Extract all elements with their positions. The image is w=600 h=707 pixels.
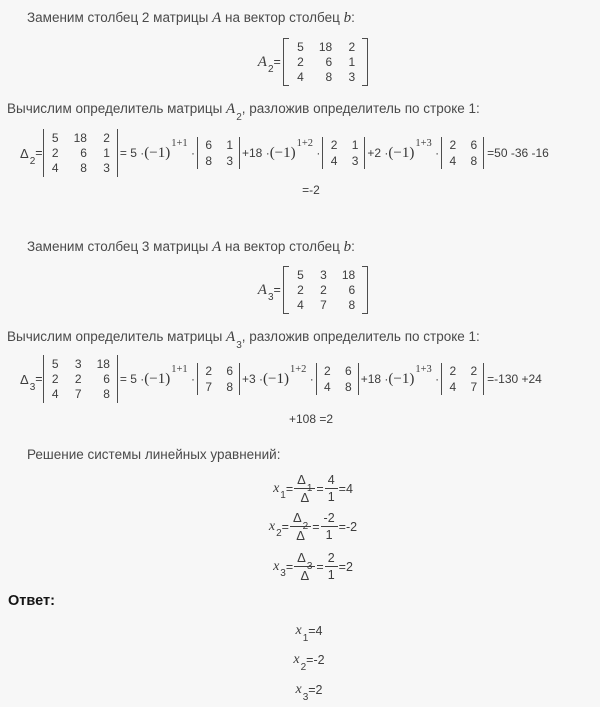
x-subscript: 1 [280,490,286,501]
delta-icon: Δ [297,472,306,487]
det-cell: 4 [324,380,331,394]
step2-intro-mid: на вектор столбец [221,10,344,25]
equals-sign: = [281,519,289,534]
expansion-term [242,363,359,395]
x3-symbol [295,682,309,703]
step3-expand-paragraph [0,328,600,351]
multiply-dot: · [313,146,321,160]
matrix-a3-ref [226,329,242,351]
det-cell: 1 [351,138,359,152]
matrix-a3-grid [289,266,362,314]
x-subscript: 3 [302,691,309,703]
minus-one-base: (−1) [144,144,171,161]
multiply-dot: · [431,146,440,160]
expansion-term [242,137,365,169]
fraction-numerator [294,550,315,572]
det-cell: 2 [449,138,457,152]
matrix-cell: 4 [297,70,304,84]
delta-fraction [294,550,315,583]
term-coefficient: +18 · [242,146,270,160]
equation-result: =2 [338,559,353,574]
matrix-a2-bracketed [283,38,368,86]
matrix-a3-bracketed [283,266,368,314]
x-subscript: 3 [280,568,286,579]
matrix-cell: 2 [297,283,304,297]
matrix-a3-symbol [257,281,274,303]
expansion-term [120,137,240,169]
minor-determinant [441,363,484,395]
term-coefficient: +3 · [242,372,264,386]
fraction-numerator: 4 [327,473,335,487]
answer-value: =2 [308,683,323,697]
matrix-cell: 18 [341,268,356,282]
step2-intro-post: : [351,10,355,25]
det3-final-value: +108 =2 [288,412,334,426]
matrix-a2-subscript: 2 [267,64,274,75]
matrix-cell: 5 [297,268,304,282]
det2-final-result [0,183,600,197]
det-cell: 6 [226,364,233,378]
det-cell: 2 [205,364,212,378]
minor-determinant [197,137,240,169]
det-cell: 8 [80,161,87,175]
det-cell: 5 [51,357,59,371]
fraction-denominator [290,526,311,543]
det2-matrix [43,129,118,177]
power-exponent: 1+3 [415,137,432,149]
expansion-term [361,363,484,395]
equation-result: =4 [338,481,353,496]
det3-matrix [43,355,118,403]
delta-icon: Δ [300,568,310,583]
det-cell: 4 [51,161,59,175]
equals-sign: = [316,481,324,496]
delta2-subscript: 2 [29,156,36,167]
delta2-label [20,145,43,167]
x1-symbol [273,480,286,501]
step3-expand-pre: Вычислим определитель матрицы [7,329,227,344]
det-cell: 2 [74,372,82,386]
answer-x3 [0,682,600,703]
matrix-a2-symbol [257,53,274,75]
det-cell: 8 [103,387,110,401]
x-variable: x [293,652,300,667]
det-cell: 6 [470,138,478,152]
matrix-a3-var: A [226,329,236,345]
term-coefficient: = 5 · [119,372,145,386]
minus-one-base: (−1) [388,144,415,161]
delta3-label [20,371,43,393]
minus-one-power [388,137,432,162]
matrix-cell: 4 [297,298,304,312]
step3-intro-post: : [351,239,355,254]
answer-heading: Ответ: [8,593,55,609]
term-coefficient: = 5 · [119,146,145,160]
det2-final-value: =-2 [302,183,320,197]
minus-one-power [144,137,188,162]
delta-icon: Δ [20,145,29,161]
det-cell: 6 [205,138,212,152]
matrix-a2-var: A [257,53,267,70]
det-cell: 2 [470,364,478,378]
fraction-numerator [294,472,315,494]
minor-grid [198,363,239,395]
det-cell: 18 [73,131,87,145]
matrix-cell: 18 [318,40,333,54]
delta-fraction [290,510,311,543]
solution-eq-x3 [0,550,600,583]
minor-grid [442,363,483,395]
det-cell: 8 [470,154,478,168]
x2-symbol [268,518,282,539]
det2-expansion-row [0,129,600,177]
minor-determinant [441,137,484,169]
answer-value: =-2 [306,653,325,667]
vector-b-variable: b [343,10,352,26]
det-cell: 7 [74,387,82,401]
matrix-cell: 8 [325,70,333,84]
solution-eq-x2 [0,510,600,543]
matrix-cell: 2 [348,40,356,54]
matrix-cell: 3 [320,268,327,282]
det-cell: 2 [324,364,331,378]
delta-icon: Δ [20,371,29,387]
x-variable: x [273,480,280,496]
det-cell: 4 [51,387,59,401]
det-cell: 2 [330,138,338,152]
fraction-denominator [294,488,315,505]
right-bracket [362,266,368,314]
solution-eq-x1 [0,472,600,505]
minus-one-power [388,363,432,388]
det-cell: 3 [351,154,359,168]
term-coefficient: +2 · [367,146,389,160]
minus-one-base: (−1) [263,370,289,387]
fraction-denominator [294,566,315,583]
matrix-cell: 6 [325,55,333,69]
det-cell: 7 [205,380,212,394]
fraction-denominator: 1 [325,566,338,582]
number-fraction [325,473,338,504]
delta-icon: Δ [300,490,310,505]
expansion-term [120,363,240,395]
number-fraction [325,551,338,582]
step3-intro-paragraph [0,238,600,256]
det-cell: 18 [96,357,110,371]
minor-grid [198,137,239,169]
matrix-cell: 2 [320,283,327,297]
matrix-a2-var: A [226,101,236,117]
matrix-a3-label [257,281,281,303]
det-cell: 2 [449,364,457,378]
minor-determinant [322,137,365,169]
minus-one-power [269,137,314,162]
det3-final-result [0,412,600,426]
step2-expand-post: , разложив определитель по строке 1: [241,101,480,116]
matrix-a3-equation [0,266,600,314]
det-cell: 1 [103,146,110,160]
matrix-cell: 1 [348,55,356,69]
answer-value: =4 [308,624,323,638]
minor-determinant [316,363,359,395]
minor-grid [442,137,483,169]
power-exponent: 1+2 [296,137,314,149]
minus-one-base: (−1) [144,370,171,387]
matrix-a3-subscript: 3 [236,339,242,351]
delta-icon: Δ [292,510,302,525]
det-cell: 6 [80,146,87,160]
det-cell: 5 [51,131,59,145]
det-cell: 8 [226,380,233,394]
step3-expand-post: , разложив определитель по строке 1: [241,329,480,344]
det-cell: 7 [470,380,478,394]
power-exponent: 1+2 [289,363,307,375]
det-cell: 2 [51,372,59,386]
multiply-dot: · [187,372,195,386]
delta3-symbol [20,371,36,393]
det-cell: 3 [103,161,110,175]
fraction-numerator [290,510,311,532]
matrix-a2-ref [226,101,242,123]
solution-heading: Решение системы линейных уравнений: [27,447,281,462]
delta-icon: Δ [297,550,306,565]
step3-intro-pre: Заменим столбец 3 матрицы [27,239,213,254]
x-variable: x [273,558,280,574]
matrix-a2-subscript: 2 [236,111,242,123]
power-exponent: 1+3 [415,363,432,375]
equals-sign: = [35,372,43,386]
matrix-cell: 6 [348,283,356,297]
fraction-numerator: 2 [327,551,335,565]
x-subscript: 1 [302,632,309,644]
matrix-a-variable: A [212,10,222,26]
det3-grid [44,355,117,403]
equation-result: =-2 [338,519,358,534]
minus-one-power [144,363,188,388]
minor-grid [323,137,364,169]
right-bracket [362,38,368,86]
x-subscript: 2 [276,528,282,539]
delta-icon: Δ [296,528,305,543]
fraction-denominator: 1 [321,526,338,542]
matrix-a-variable: A [212,239,222,255]
equals-sign: = [312,519,320,534]
minus-one-base: (−1) [269,144,296,161]
det-cell: 6 [103,372,110,386]
matrix-cell: 3 [348,70,356,84]
equals-sign: = [273,55,281,69]
answer-x1 [0,623,600,644]
x-variable: x [295,682,302,697]
matrix-a2-equation [0,38,600,86]
minor-determinant [197,363,240,395]
step2-intro-paragraph [0,0,600,27]
step2-expand-pre: Вычислим определитель матрицы [7,101,227,116]
matrix-cell: 5 [297,40,304,54]
number-fraction [321,511,338,542]
det2-grid [44,129,117,177]
matrix-a2-label [257,53,281,75]
delta3-subscript: 3 [29,382,36,393]
step3-intro-mid: на вектор столбец [221,239,344,254]
x3-symbol [273,558,286,579]
delta-subscript: 2 [302,520,309,532]
fraction-denominator: 1 [325,488,338,504]
det3-expansion-row [0,355,600,403]
x-subscript: 2 [300,661,307,673]
det-cell: 3 [74,357,82,371]
det-cell: 4 [449,154,457,168]
delta-subscript: 1 [306,482,313,494]
delta2-symbol [20,145,36,167]
det-cell: 8 [205,154,212,168]
matrix-cell: 7 [320,298,327,312]
minus-one-base: (−1) [388,370,415,387]
det-cell: 8 [345,380,352,394]
equals-sign: = [285,481,294,496]
det-cell: 6 [345,364,352,378]
x-variable: x [268,518,276,534]
equals-sign: = [35,146,43,160]
delta-subscript: 3 [306,560,313,572]
minus-one-power [263,363,307,388]
matrix-a3-var: A [257,281,267,298]
matrix-cell: 2 [297,55,304,69]
power-exponent: 1+1 [171,363,188,375]
equals-sign: = [273,283,281,297]
delta-fraction [294,472,315,505]
det-cell: 2 [103,131,110,145]
det-cell: 4 [449,380,457,394]
matrix-a2-grid [289,38,362,86]
step2-expand-paragraph [0,100,600,123]
multiply-dot: · [431,372,440,386]
x2-symbol [293,652,307,673]
matrix-cell: 8 [348,298,356,312]
det-cell: 1 [226,138,233,152]
minor-grid [317,363,358,395]
x-variable: x [295,623,302,638]
power-exponent: 1+1 [171,137,188,149]
det-cell: 2 [51,146,59,160]
term-coefficient: +18 · [360,372,389,386]
fraction-numerator: -2 [323,511,335,525]
multiply-dot: · [187,146,195,160]
det3-partial-result: =-130 +24 [487,372,542,386]
equals-sign: = [285,559,294,574]
det-cell: 4 [330,154,338,168]
expansion-term [367,137,484,169]
matrix-a3-subscript: 3 [267,292,274,303]
equals-sign: = [316,559,324,574]
answer-x2 [0,652,600,673]
x1-symbol [295,623,309,644]
vector-b-variable: b [343,239,352,255]
step2-intro-pre: Заменим столбец 2 матрицы [27,10,213,25]
det2-partial-result: =50 -36 -16 [487,146,549,160]
multiply-dot: · [306,372,314,386]
det-cell: 3 [226,154,233,168]
